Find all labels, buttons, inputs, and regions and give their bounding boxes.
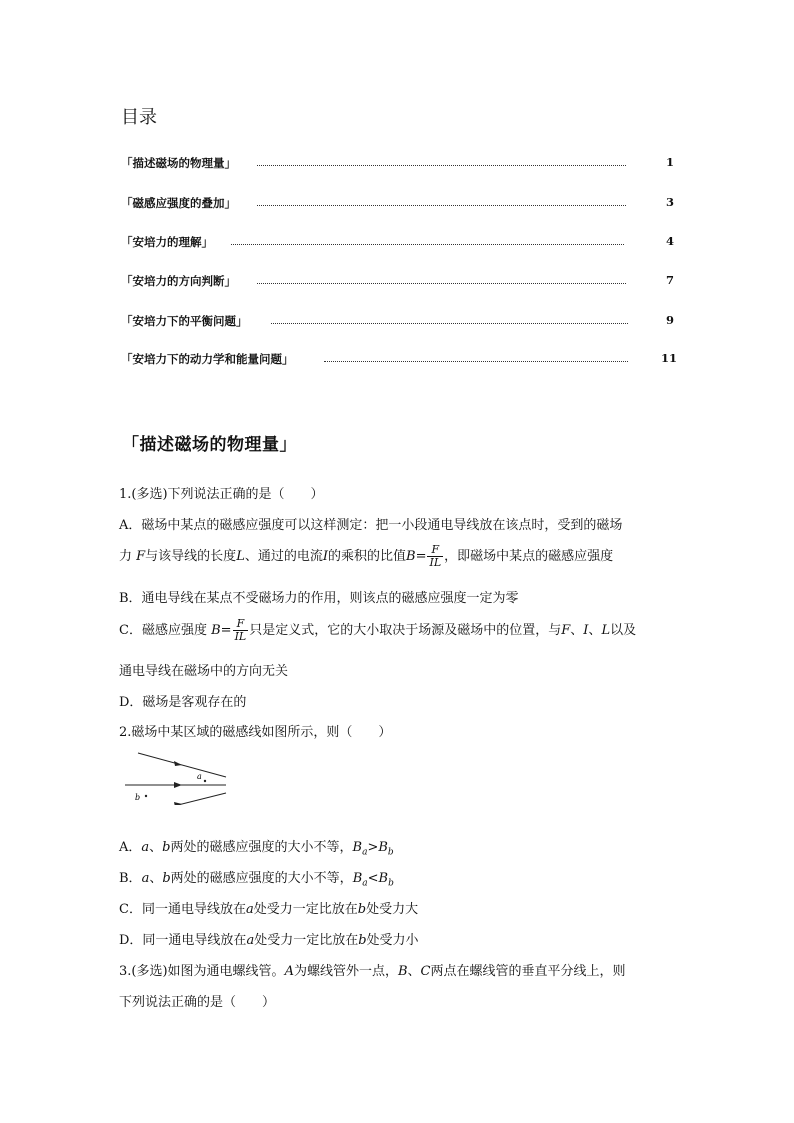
toc-title: 目录 xyxy=(121,107,157,128)
q1-option-c-line2: 通电导线在磁场中的方向无关 xyxy=(119,664,289,679)
q2-option-b: B．a、b两处的磁感应强度的大小不等，$B_a<B_b$ xyxy=(119,871,394,889)
q3-stem-line2: 下列说法正确的是（ ） xyxy=(119,995,276,1010)
toc-item-label: 「安培力下的平衡问题」 xyxy=(121,314,248,328)
toc-item[interactable] xyxy=(121,313,681,327)
toc-dot-leader xyxy=(271,323,628,324)
q2-option-c: C．同一通电导线放在a处受力一定比放在b处受力大 xyxy=(119,902,419,917)
toc-item-label: 「安培力下的动力学和能量问题」 xyxy=(121,352,294,366)
toc-item-page: 1 xyxy=(666,155,675,169)
toc-item[interactable] xyxy=(121,273,681,287)
q2-stem: 2.磁场中某区域的磁感线如图所示，则（ ） xyxy=(119,725,392,740)
q1-stem: 1.(多选)下列说法正确的是（ ） xyxy=(119,487,324,502)
toc-item-page: 11 xyxy=(661,351,678,365)
toc-item[interactable] xyxy=(121,351,681,365)
toc-item[interactable] xyxy=(121,155,681,169)
q1-option-b: B．通电导线在某点不受磁场力的作用，则该点的磁感应强度一定为零 xyxy=(119,591,519,606)
field-lines-figure xyxy=(120,745,230,805)
field-line-bottom xyxy=(138,793,226,805)
toc-item-page: 9 xyxy=(666,313,675,327)
point-a xyxy=(204,780,206,782)
toc-dot-leader xyxy=(257,205,626,206)
toc-dot-leader xyxy=(257,283,626,284)
fraction-F-over-IL-c: $\frac{F}{IL}$ xyxy=(234,617,247,643)
label-a: a xyxy=(197,772,202,781)
toc-item-label: 「安培力的方向判断」 xyxy=(121,274,236,288)
q1-option-c-line1: C．磁感应强度 B= $\frac{F}{IL}$ 只是定义式，它的大小取决于场源及磁场中的位置，与F、I、L以及 xyxy=(119,617,637,643)
q2-option-d: D．同一通电导线放在a处受力一定比放在b处受力小 xyxy=(119,933,419,948)
arrow-top xyxy=(174,761,182,766)
fraction-F-over-IL: $\frac{F}{IL}$ xyxy=(429,543,442,569)
toc-item-label: 「安培力的理解」 xyxy=(121,235,213,249)
toc-dot-leader xyxy=(257,165,626,166)
toc-dot-leader xyxy=(231,244,624,245)
label-b: b xyxy=(135,793,141,802)
toc-item-page: 3 xyxy=(666,195,675,209)
toc-item[interactable] xyxy=(121,195,681,209)
q1-option-a-line1: A．磁场中某点的磁感应强度可以这样测定：把一小段通电导线放在该点时，受到的磁场 xyxy=(119,518,623,533)
q1-option-a-line2: 力 F与该导线的长度L、通过的电流I的乘积的比值B= $\frac{F}{IL}$ ，即磁场中某点的磁感应强度 xyxy=(119,543,614,569)
point-b xyxy=(145,795,147,797)
toc-item[interactable] xyxy=(121,234,681,248)
toc-item-page: 7 xyxy=(666,273,675,287)
section-title: 「描述磁场的物理量」 xyxy=(122,435,297,455)
toc-item-label: 「磁感应强度的叠加」 xyxy=(121,196,236,210)
toc-item-label: 「描述磁场的物理量」 xyxy=(121,156,236,170)
q1-option-d: D．磁场是客观存在的 xyxy=(119,695,247,710)
arrow-middle xyxy=(174,782,182,788)
q3-stem-line1: 3.(多选)如图为通电螺线管。A为螺线管外一点，B、C两点在螺线管的垂直平分线上，则 xyxy=(119,964,626,979)
q2-option-a: A．a、b两处的磁感应强度的大小不等，$B_a>B_b$ xyxy=(119,840,394,858)
toc-dot-leader xyxy=(324,361,628,362)
toc-item-page: 4 xyxy=(666,234,675,248)
